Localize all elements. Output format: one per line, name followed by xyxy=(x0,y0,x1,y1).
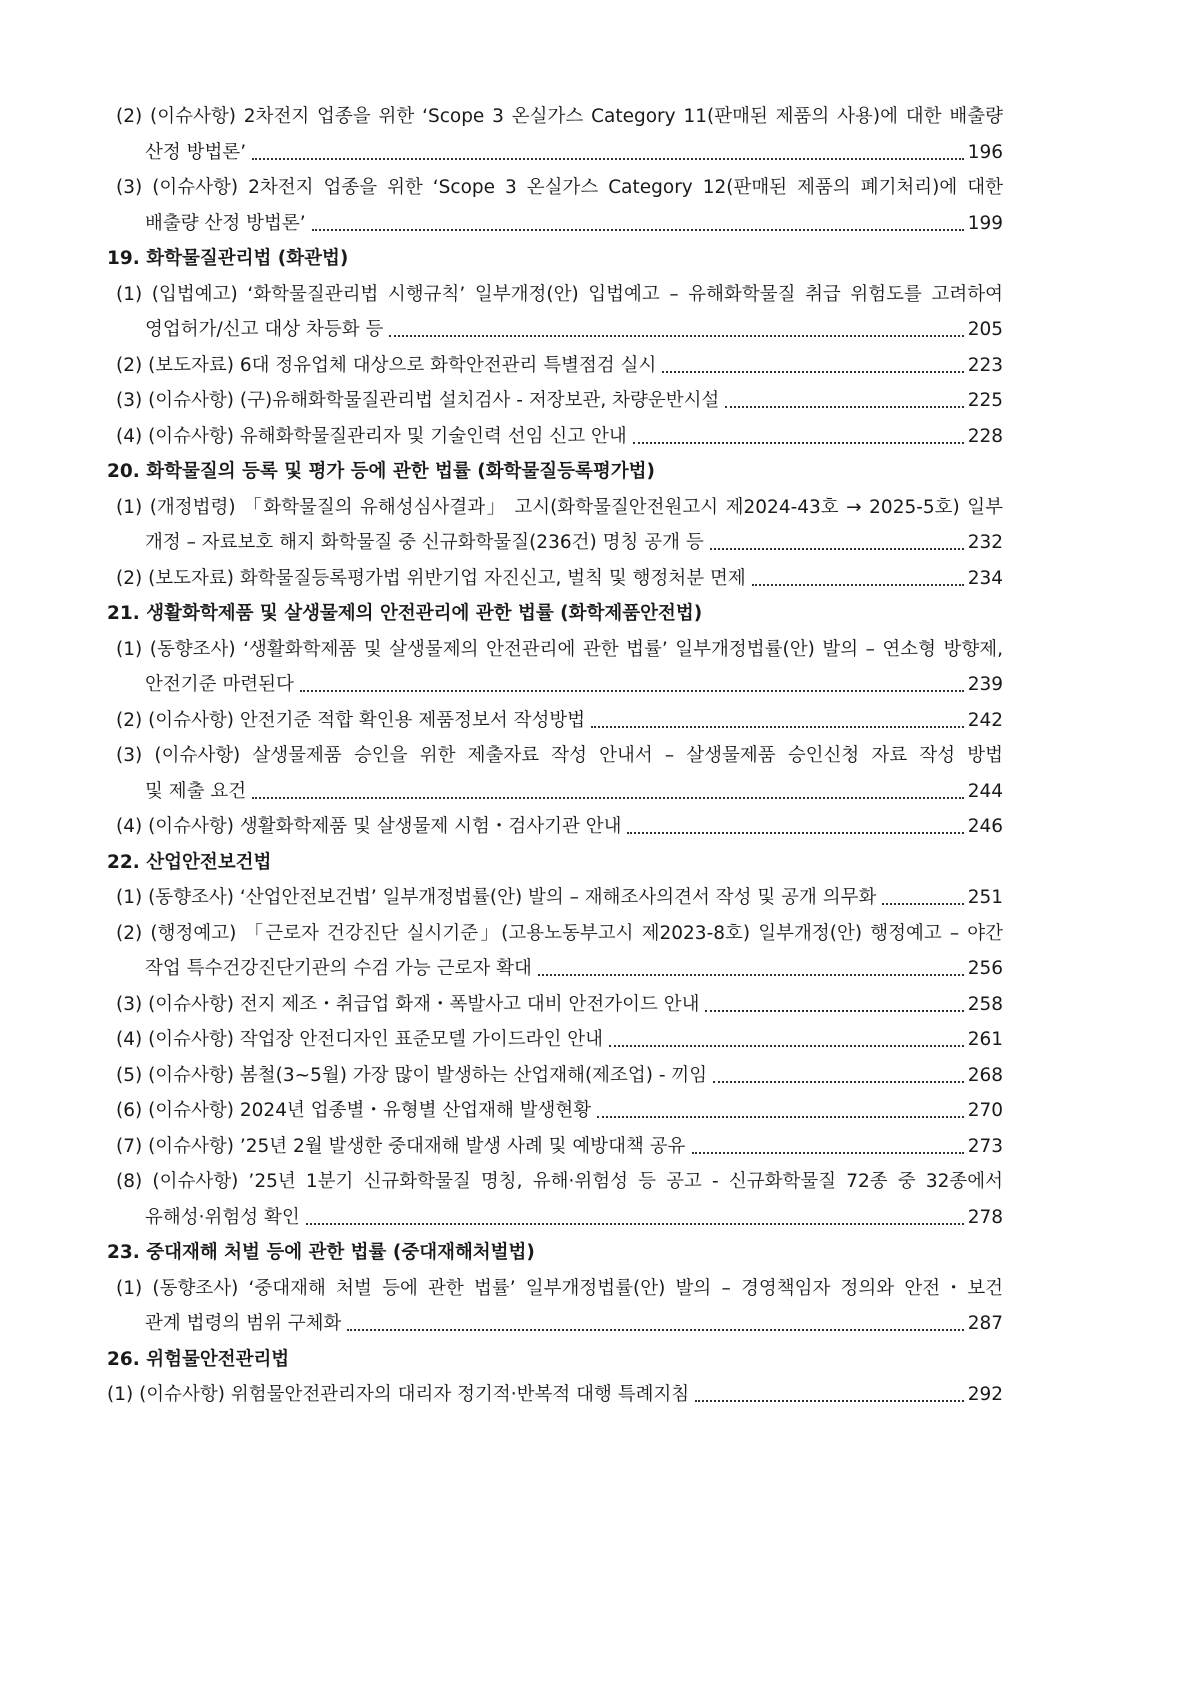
toc-entry-title: (4) (이슈사항) 생활화학제품 및 살생물제 시험・검사기관 안내 xyxy=(116,816,622,837)
page-number: 239 xyxy=(967,674,1003,695)
toc-entry-line: (1) (입법예고) ‘화학물질관리법 시행규칙’ 일부개정(안) 입법예고 – 유해화학물질 취급 위험도를 고려하여 xyxy=(116,284,1003,305)
toc-entry[interactable] xyxy=(145,212,1003,236)
dot-leader xyxy=(252,158,964,160)
page-number: 246 xyxy=(967,816,1003,837)
dot-leader xyxy=(389,335,963,337)
toc-entry-title: (3) (이슈사항) (구)유해화학물질관리법 설치검사 - 저장보관, 차량운반시설 xyxy=(116,390,720,411)
section-heading: 23. 중대재해 처벌 등에 관한 법률 (중대재해처벌법) xyxy=(107,1242,535,1263)
toc-entry[interactable] xyxy=(145,1312,1003,1336)
toc-entry-line: (1) (동향조사) ‘중대재해 처벌 등에 관한 법률’ 일부개정법률(안) 발의 – 경영책임자 정의와 안전・보건 xyxy=(116,1278,1003,1299)
section-heading: 19. 화학물질관리법 (화관법) xyxy=(107,248,349,269)
dot-leader xyxy=(633,442,964,444)
toc-entry-line: (3) (이슈사항) 2차전지 업종을 위한 ‘Scope 3 온실가스 Category 12(판매된 제품의 폐기처리)에 대한 xyxy=(116,177,1003,198)
toc-entry-line: (1) (동향조사) ‘생활화학제품 및 살생물제의 안전관리에 관한 법률’ 일부개정법률(안) 발의 – 연소형 방향제, xyxy=(116,639,1003,660)
page-number: 287 xyxy=(967,1313,1003,1334)
toc-entry-line: (2) (이슈사항) 2차전지 업종을 위한 ‘Scope 3 온실가스 Category 11(판매된 제품의 사용)에 대한 배출량 xyxy=(116,106,1003,127)
page-number: 292 xyxy=(967,1384,1003,1405)
toc-entry-title: (1) (동향조사) ‘산업안전보건법’ 일부개정법률(안) 발의 – 재해조사의견서 작성 및 공개 의무화 xyxy=(116,887,877,908)
page-number: 273 xyxy=(967,1136,1003,1157)
page-number: 258 xyxy=(967,994,1003,1015)
dot-leader xyxy=(627,832,963,834)
section-heading: 26. 위험물안전관리법 xyxy=(107,1349,290,1370)
dot-leader xyxy=(725,406,963,408)
toc-entry[interactable] xyxy=(116,1135,1003,1159)
dot-leader xyxy=(306,1223,964,1225)
page-number: 261 xyxy=(967,1029,1003,1050)
toc-entry-title: 및 제출 요건 xyxy=(145,781,247,802)
dot-leader xyxy=(591,726,964,728)
dot-leader xyxy=(882,903,963,905)
page-number: 205 xyxy=(967,319,1003,340)
page-number: 244 xyxy=(967,781,1003,802)
toc-entry[interactable] xyxy=(145,780,1003,804)
page-number: 278 xyxy=(967,1207,1003,1228)
toc-entry-title: (2) (이슈사항) 안전기준 적합 확인용 제품정보서 작성방법 xyxy=(116,710,586,731)
section-heading: 22. 산업안전보건법 xyxy=(107,852,272,873)
section-heading: 21. 생활화학제품 및 살생물제의 안전관리에 관한 법률 (화학제품안전법) xyxy=(107,603,703,624)
toc-entry-title: (4) (이슈사항) 작업장 안전디자인 표준모델 가이드라인 안내 xyxy=(116,1029,603,1050)
toc-entry-title: 관계 법령의 범위 구체화 xyxy=(145,1313,342,1334)
toc-entry-title: (5) (이슈사항) 봄철(3~5월) 가장 많이 발생하는 산업재해(제조업) - 끼임 xyxy=(116,1065,708,1086)
toc-entry-title: 작업 특수건강진단기관의 수검 가능 근로자 확대 xyxy=(145,958,532,979)
toc-entry-title: 유해성·위험성 확인 xyxy=(145,1207,300,1228)
toc-entry-title: 영업허가/신고 대상 차등화 등 xyxy=(145,319,384,340)
toc-entry-title: 안전기준 마련된다 xyxy=(145,674,294,695)
dot-leader xyxy=(752,584,964,586)
toc-entry[interactable] xyxy=(145,957,1003,981)
toc-entry-line: (1) (개정법령) 「화학물질의 유해성심사결과」 고시(화학물질안전원고시 제2024-43호 → 2025-5호) 일부 xyxy=(116,497,1003,518)
toc-entry-line: (3) (이슈사항) 살생물제품 승인을 위한 제출자료 작성 안내서 – 살생물제품 승인신청 자료 작성 방법 xyxy=(116,745,1003,766)
toc-entry[interactable] xyxy=(116,567,1003,591)
toc-entry-title: 배출량 산정 방법론’ xyxy=(145,213,306,234)
section-heading: 20. 화학물질의 등록 및 평가 등에 관한 법률 (화학물질등록평가법) xyxy=(107,461,655,482)
toc-entry[interactable] xyxy=(116,815,1003,839)
page-number: 268 xyxy=(967,1065,1003,1086)
toc-entry-title: (7) (이슈사항) ’25년 2월 발생한 중대재해 발생 사례 및 예방대책 공유 xyxy=(116,1136,686,1157)
toc-entry-title: (6) (이슈사항) 2024년 업종별・유형별 산업재해 발생현황 xyxy=(116,1100,592,1121)
toc-entry-title: 개정 – 자료보호 해지 화학물질 중 신규화학물질(236건) 명칭 공개 등 xyxy=(145,532,704,553)
toc-entry[interactable] xyxy=(116,354,1003,378)
page-number: 270 xyxy=(967,1100,1003,1121)
toc-entry-title: (1) (이슈사항) 위험물안전관리자의 대리자 정기적·반복적 대행 특례지침 xyxy=(107,1384,690,1405)
dot-leader xyxy=(538,974,964,976)
toc-entry[interactable] xyxy=(116,1028,1003,1052)
page-number: 228 xyxy=(967,426,1003,447)
toc-entry-title: 산정 방법론’ xyxy=(145,142,247,163)
toc-entry[interactable] xyxy=(116,886,1003,910)
dot-leader xyxy=(692,1152,964,1154)
page-number: 232 xyxy=(967,532,1003,553)
page-number: 251 xyxy=(967,887,1003,908)
toc-entry-title: (2) (보도자료) 화학물질등록평가법 위반기업 자진신고, 벌칙 및 행정처분 면제 xyxy=(116,568,746,589)
page-number: 242 xyxy=(967,710,1003,731)
toc-entry[interactable] xyxy=(145,141,1003,165)
page-number: 256 xyxy=(967,958,1003,979)
page-number: 234 xyxy=(967,568,1003,589)
toc-entry[interactable] xyxy=(116,425,1003,449)
toc-entry[interactable] xyxy=(116,389,1003,413)
dot-leader xyxy=(662,371,963,373)
toc-entry[interactable] xyxy=(116,1064,1003,1088)
toc-entry[interactable] xyxy=(145,318,1003,342)
toc-entry[interactable] xyxy=(116,1099,1003,1123)
dot-leader xyxy=(705,1010,963,1012)
page-number: 225 xyxy=(967,390,1003,411)
dot-leader xyxy=(300,690,964,692)
dot-leader xyxy=(609,1045,964,1047)
dot-leader xyxy=(252,797,964,799)
toc-entry[interactable] xyxy=(145,531,1003,555)
page-number: 223 xyxy=(967,355,1003,376)
page-number: 196 xyxy=(967,142,1003,163)
toc-entry[interactable] xyxy=(116,709,1003,733)
toc-entry[interactable] xyxy=(107,1383,1003,1407)
dot-leader xyxy=(713,1081,964,1083)
toc-entry-line: (2) (행정예고) 「근로자 건강진단 실시기준」(고용노동부고시 제2023-8호) 일부개정(안) 행정예고 – 야간 xyxy=(116,923,1003,944)
toc-entry-title: (3) (이슈사항) 전지 제조・취급업 화재・폭발사고 대비 안전가이드 안내 xyxy=(116,994,700,1015)
toc-entry-title: (2) (보도자료) 6대 정유업체 대상으로 화학안전관리 특별점검 실시 xyxy=(116,355,657,376)
toc-entry-title: (4) (이슈사항) 유해화학물질관리자 및 기술인력 선임 신고 안내 xyxy=(116,426,627,447)
page-number: 199 xyxy=(967,213,1003,234)
dot-leader xyxy=(710,548,964,550)
dot-leader xyxy=(695,1400,963,1402)
toc-entry[interactable] xyxy=(116,993,1003,1017)
toc-entry[interactable] xyxy=(145,1206,1003,1230)
toc-entry[interactable] xyxy=(145,673,1003,697)
dot-leader xyxy=(347,1329,963,1331)
dot-leader xyxy=(312,229,964,231)
dot-leader xyxy=(597,1116,964,1118)
toc-entry-line: (8) (이슈사항) ’25년 1분기 신규화학물질 명칭, 유해·위험성 등 공고 - 신규화학물질 72종 중 32종에서 xyxy=(116,1171,1003,1192)
